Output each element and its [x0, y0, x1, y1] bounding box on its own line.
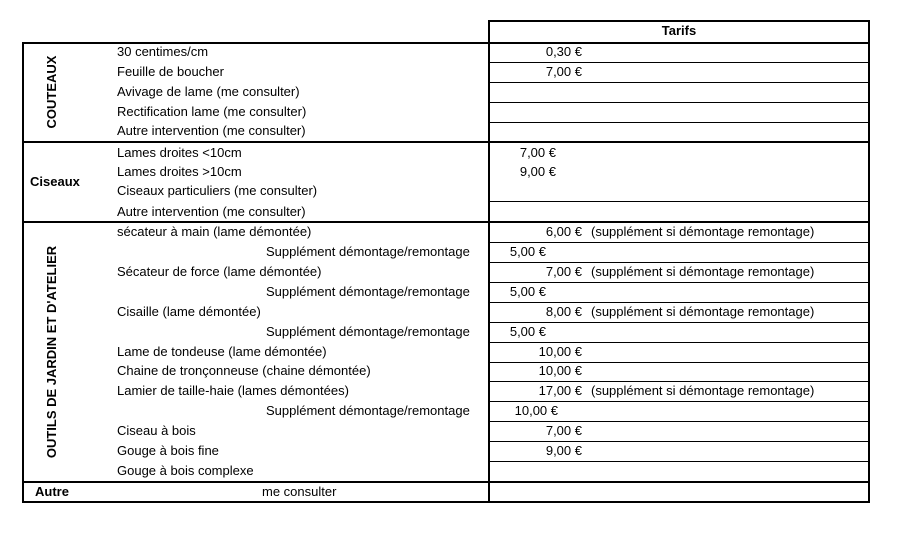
- outils-note-3: (supplément si démontage remontage): [591, 264, 815, 279]
- outils-label-8: Chaine de tronçonneuse (chaine démontée): [117, 363, 371, 378]
- outils-label-1: sécateur à main (lame démontée): [117, 224, 312, 239]
- outils-label-4: Supplément démontage/remontage: [266, 284, 470, 299]
- table-right-border: [868, 42, 870, 503]
- outils-label-3: Sécateur de force (lame démontée): [117, 264, 322, 279]
- outils-label-9: Lamier de taille-haie (lames démontées): [117, 383, 349, 398]
- outils-price-12: 9,00 €: [545, 443, 582, 458]
- tarifs-header: Tarifs: [661, 23, 697, 38]
- outils-price-10: 10,00 €: [514, 403, 558, 418]
- couteaux-label-2: Feuille de boucher: [117, 64, 224, 79]
- outils-label-7: Lame de tondeuse (lame démontée): [117, 344, 327, 359]
- couteaux-section-title: COUTEAUX: [44, 55, 59, 129]
- outils-price-2: 5,00 €: [509, 244, 546, 259]
- table-bottom-border: [22, 501, 870, 503]
- outils-label-2: Supplément démontage/remontage: [266, 244, 470, 259]
- table-left-border: [22, 42, 24, 503]
- outils-label-12: Gouge à bois fine: [117, 443, 219, 458]
- couteaux-label-4: Rectification lame (me consulter): [117, 104, 307, 119]
- ciseaux-label-3: Ciseaux particuliers (me consulter): [117, 183, 318, 198]
- ciseaux-section-title: Ciseaux: [30, 174, 80, 189]
- outils-price-3: 7,00 €: [545, 264, 582, 279]
- outils-section-title: OUTILS DE JARDIN ET D'ATELIER: [44, 245, 59, 459]
- outils-label-5: Cisaille (lame démontée): [117, 304, 261, 319]
- ciseaux-label-2: Lames droites >10cm: [117, 164, 242, 179]
- outils-price-1: 6,00 €: [545, 224, 582, 239]
- outils-price-7: 10,00 €: [538, 344, 582, 359]
- outils-price-8: 10,00 €: [538, 363, 582, 378]
- outils-note-1: (supplément si démontage remontage): [591, 224, 815, 239]
- couteaux-price-2: 7,00 €: [545, 64, 582, 79]
- outils-price-5: 8,00 €: [545, 304, 582, 319]
- couteaux-label-5: Autre intervention (me consulter): [117, 123, 306, 138]
- couteaux-price-1: 0,30 €: [545, 44, 582, 59]
- couteaux-label-1: 30 centimes/cm: [117, 44, 209, 59]
- outils-note-5: (supplément si démontage remontage): [591, 304, 815, 319]
- couteaux-label-3: Avivage de lame (me consulter): [117, 84, 300, 99]
- outils-note-9: (supplément si démontage remontage): [591, 383, 815, 398]
- outils-label-11: Ciseau à bois: [117, 423, 196, 438]
- ciseaux-label-1: Lames droites <10cm: [117, 145, 242, 160]
- ciseaux-label-4: Autre intervention (me consulter): [117, 204, 306, 219]
- ciseaux-price-2: 9,00 €: [519, 164, 556, 179]
- outils-price-11: 7,00 €: [545, 423, 582, 438]
- outils-price-6: 5,00 €: [509, 324, 546, 339]
- outils-label-6: Supplément démontage/remontage: [266, 324, 470, 339]
- autre-section-title: Autre: [35, 484, 69, 499]
- outils-price-9: 17,00 €: [538, 383, 582, 398]
- ciseaux-price-1: 7,00 €: [519, 145, 556, 160]
- autre-label: me consulter: [262, 484, 337, 499]
- outils-price-4: 5,00 €: [509, 284, 546, 299]
- outils-label-10: Supplément démontage/remontage: [266, 403, 470, 418]
- outils-label-13: Gouge à bois complexe: [117, 463, 254, 478]
